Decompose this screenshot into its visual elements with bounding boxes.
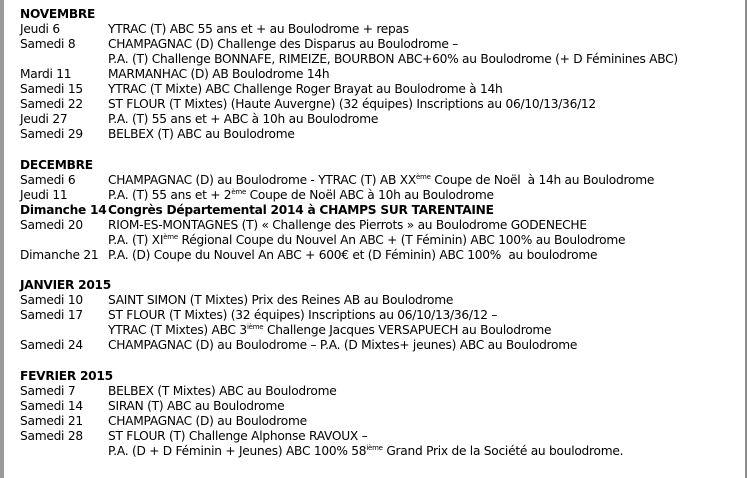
event-day: Samedi 29 — [20, 127, 83, 141]
month-heading: FEVRIER 2015 — [20, 368, 113, 383]
event-text — [108, 323, 551, 338]
event-day — [20, 233, 108, 248]
event-day — [20, 323, 108, 338]
page-left-border — [0, 0, 4, 478]
event-day: Samedi 17 — [20, 308, 83, 322]
event-row — [20, 399, 740, 414]
event-text: P.A. (D) Coupe du Nouvel An ABC + 600€ et (D Féminin) ABC 100% au boulodrome — [108, 247, 598, 262]
event-day: Samedi 10 — [20, 293, 83, 307]
event-text — [108, 444, 623, 459]
event-day: Samedi 28 — [20, 428, 83, 443]
event-day: Samedi 7 — [20, 383, 76, 398]
ordinal-superscript: ième — [246, 323, 264, 331]
month-heading: JANVIER 2015 — [20, 278, 112, 292]
event-text-part: Régional Coupe du Nouvel An ABC + (T Féminin) ABC 100% au Boulodrome — [177, 232, 626, 247]
event-text: BELBEX (T) ABC au Boulodrome — [108, 127, 295, 141]
event-day: Dimanche 14 — [20, 202, 107, 217]
event-text: RIOM-ES-MONTAGNES (T) « Challenge des Pierrots » au Boulodrome GODENECHE — [108, 217, 587, 232]
event-text-part: P.A. (T) 55 ans et + 2 — [108, 187, 232, 202]
event-row — [20, 444, 740, 459]
calendar-document — [20, 7, 740, 474]
event-text: ST FLOUR (T) Challenge Alphonse RAVOUX – — [108, 428, 368, 443]
event-text-part: P.A. (T) XI — [108, 232, 164, 247]
event-day: Samedi 14 — [20, 398, 83, 413]
event-text: MARMANHAC (D) AB Boulodrome 14h — [108, 67, 330, 81]
event-day: Samedi 22 — [20, 97, 83, 111]
ordinal-superscript: ième — [366, 443, 383, 452]
event-text — [108, 188, 494, 203]
event-text: P.A. (T) Challenge BONNAFE, RIMEIZE, BOURBON ABC+60% au Boulodrome (+ D Féminines ABC) — [108, 52, 678, 66]
event-text-part: Challenge Jacques VERSAPUECH au Boulodrome — [263, 323, 552, 337]
event-row — [20, 218, 740, 233]
event-row — [20, 188, 740, 203]
event-day: Samedi 21 — [20, 413, 83, 428]
event-text: BELBEX (T Mixtes) ABC au Boulodrome — [108, 383, 337, 398]
event-text-part: Coupe de Noël ABC à 10h au Boulodrome — [246, 187, 494, 202]
event-day — [20, 444, 108, 459]
event-day: Jeudi 11 — [20, 187, 68, 202]
event-day: Samedi 8 — [20, 37, 76, 51]
event-day: Samedi 20 — [20, 217, 83, 232]
event-text-part: Coupe de Noël à 14h au Boulodrome — [430, 172, 655, 187]
event-row — [20, 97, 740, 112]
event-row — [20, 173, 740, 188]
event-text-part: P.A. (D + D Féminin + Jeunes) ABC 100% 58 — [108, 443, 367, 458]
event-text: SAINT SIMON (T Mixtes) Prix des Reines AB au Boulodrome — [108, 293, 454, 307]
event-text: YTRAC (T) ABC 55 ans et + au Boulodrome + repas — [108, 22, 409, 36]
month-heading: DECEMBRE — [20, 157, 93, 172]
event-row — [20, 429, 740, 444]
ordinal-superscript: ème — [163, 232, 178, 241]
event-row — [20, 338, 740, 353]
ordinal-superscript: ème — [415, 172, 431, 181]
event-day: Samedi 15 — [20, 82, 83, 96]
event-text: ST FLOUR (T Mixtes) (32 équipes) Inscriptions au 06/10/13/36/12 – — [108, 308, 498, 322]
event-row-highlight — [20, 203, 740, 218]
event-row — [20, 22, 740, 37]
event-day: Dimanche 21 — [20, 247, 99, 262]
event-day: Mardi 11 — [20, 67, 72, 81]
section-fevrier-2015 — [20, 369, 740, 459]
event-text — [108, 173, 654, 188]
event-text-part: YTRAC (T Mixtes) ABC 3 — [108, 323, 247, 337]
event-row — [20, 414, 740, 429]
event-text-part: CHAMPAGNAC (D) au Boulodrome - YTRAC (T) AB XX — [108, 172, 416, 187]
event-row — [20, 67, 740, 82]
event-text: Congrès Départemental 2014 à CHAMPS SUR TARENTAINE — [108, 202, 494, 217]
event-row — [20, 308, 740, 323]
event-text: P.A. (T) 55 ans et + ABC à 10h au Boulodrome — [108, 112, 379, 126]
event-day: Samedi 6 — [20, 172, 76, 187]
event-day: Samedi 24 — [20, 338, 83, 352]
event-text: CHAMPAGNAC (D) au Boulodrome – P.A. (D Mixtes+ jeunes) ABC au Boulodrome — [108, 338, 578, 352]
event-day: Jeudi 27 — [20, 112, 68, 126]
event-row — [20, 248, 740, 263]
event-text: ST FLOUR (T Mixtes) (Haute Auvergne) (32 équipes) Inscriptions au 06/10/13/36/12 — [108, 97, 596, 111]
event-text-part: Grand Prix de la Société au boulodrome. — [382, 443, 624, 458]
section-janvier-2015 — [20, 278, 740, 353]
event-row — [20, 233, 740, 248]
section-novembre — [20, 7, 740, 142]
event-day — [20, 52, 108, 67]
event-row — [20, 323, 740, 338]
month-heading: NOVEMBRE — [20, 7, 96, 21]
event-row — [20, 112, 740, 127]
event-text: SIRAN (T) ABC au Boulodrome — [108, 398, 285, 413]
event-day: Jeudi 6 — [20, 22, 60, 36]
ordinal-superscript: ème — [231, 187, 246, 196]
event-text — [108, 233, 625, 248]
event-row — [20, 52, 740, 67]
event-row — [20, 37, 740, 52]
section-decembre — [20, 158, 740, 263]
event-text: CHAMPAGNAC (D) au Boulodrome — [108, 413, 307, 428]
event-text: CHAMPAGNAC (D) Challenge des Disparus au Boulodrome – — [108, 37, 459, 51]
event-row — [20, 82, 740, 97]
event-row — [20, 384, 740, 399]
event-row — [20, 293, 740, 308]
event-text: YTRAC (T Mixte) ABC Challenge Roger Brayat au Boulodrome à 14h — [108, 82, 503, 96]
event-row — [20, 127, 740, 142]
